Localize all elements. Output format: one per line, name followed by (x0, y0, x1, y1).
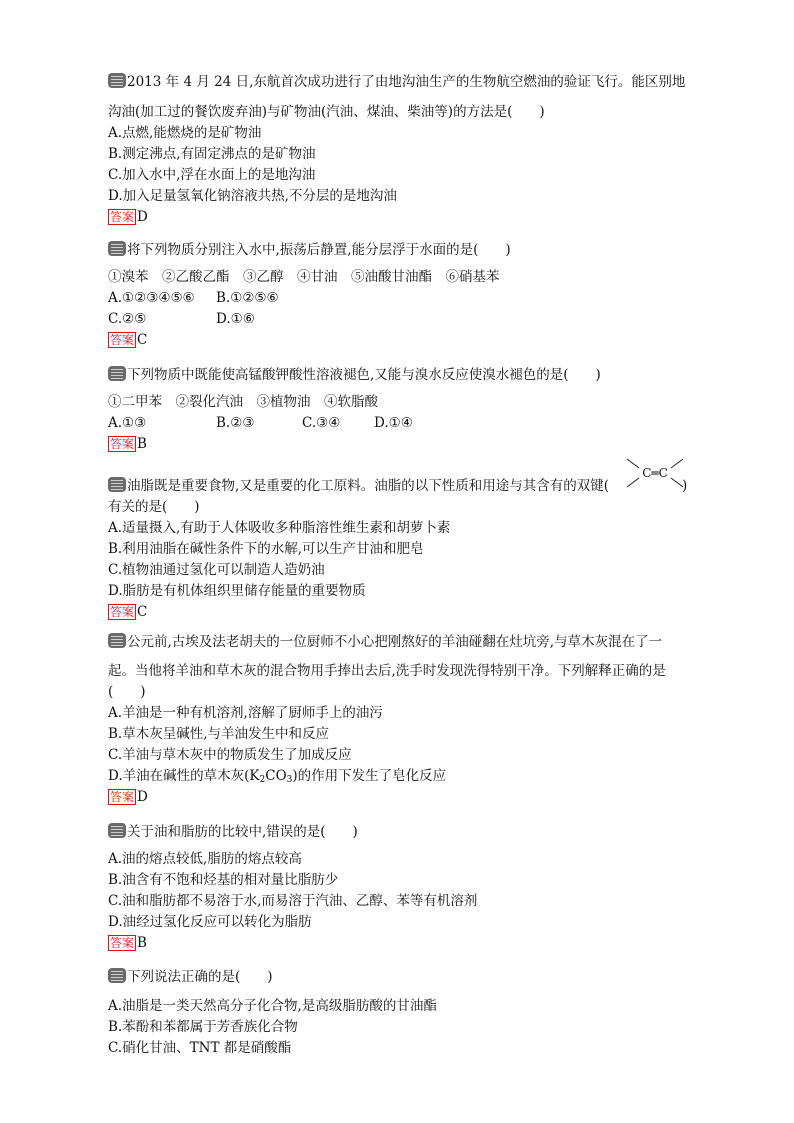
question-6-option-a: A.油的熔点较低,脂肪的熔点较高 (108, 851, 302, 867)
option-d-text: D.羊油在碱性的草木灰(K (108, 768, 260, 784)
question-5 (108, 632, 708, 808)
answer-tag: 答案 (110, 936, 135, 950)
question-marker-icon (108, 633, 126, 648)
question-1-stem-line2: 沟油(加工过的餐饮废弃油)与矿物油(汽油、煤油、柴油等)的方法是( ) (108, 104, 545, 120)
double-bond-structure (619, 456, 691, 492)
answer-tag: 答案 (110, 333, 135, 347)
question-4-stem-line1: 油脂既是重要食物,又是重要的化工原料。油脂的以下性质和用途与其含有的双键( (127, 478, 610, 494)
question-5-option-a: A.羊油是一种有机溶剂,溶解了厨师手上的油污 (108, 705, 383, 721)
question-2-answer (108, 330, 708, 351)
answer-tag: 答案 (110, 605, 135, 619)
question-3-option-c: C.③④ (302, 415, 341, 431)
answer-value: D (137, 789, 148, 805)
question-6-answer (108, 933, 708, 954)
question-2-option-c: C.②⑤ (108, 311, 147, 327)
answer-tag: 答案 (110, 437, 135, 451)
question-marker-icon (108, 241, 126, 256)
answer-value: C (137, 604, 148, 620)
answer-value: C (137, 332, 148, 348)
question-7-stem: 下列说法正确的是( ) (127, 969, 273, 985)
question-marker-icon (108, 968, 126, 983)
question-4-stem-line2: 有关的是( ) (108, 499, 200, 515)
question-marker-icon (108, 366, 126, 381)
question-6 (108, 822, 708, 954)
question-7 (108, 967, 708, 1059)
question-4-option-d: D.脂肪是有机体组织里储存能量的重要物质 (108, 583, 366, 599)
answer-tag: 答案 (110, 210, 135, 224)
answer-value: B (137, 436, 147, 452)
question-6-option-d: D.油经过氢化反应可以转化为脂肪 (108, 914, 312, 930)
question-marker-icon (108, 477, 126, 492)
question-3-stem: 下列物质中既能使高锰酸钾酸性溶液褪色,又能与溴水反应使溴水褪色的是( ) (127, 367, 601, 383)
question-2-items: ①溴苯 ②乙酸乙酯 ③乙醇 ④甘油 ⑤油酸甘油酯 ⑥硝基苯 (108, 269, 500, 285)
question-4-answer (108, 602, 708, 623)
question-2-option-d: D.①⑥ (216, 311, 255, 327)
question-7-option-b: B.苯酚和苯都属于芳香族化合物 (108, 1019, 298, 1035)
answer-value: B (137, 935, 147, 951)
option-d-text: )的作用下发生了皂化反应 (292, 768, 447, 784)
question-1-option-d: D.加入足量氢氧化钠溶液共热,不分层的是地沟油 (108, 188, 397, 204)
question-6-stem: 关于油和脂肪的比较中,错误的是( ) (127, 824, 358, 840)
question-1-option-c: C.加入水中,浮在水面上的是地沟油 (108, 167, 316, 183)
question-3-option-a: A.①③ (108, 415, 147, 431)
question-4-option-b: B.利用油脂在碱性条件下的水解,可以生产甘油和肥皂 (108, 541, 424, 557)
question-5-stem-line2: 起。当他将羊油和草木灰的混合物用手捧出去后,洗手时发现洗得特别干净。下列解释正确的是 (108, 663, 666, 679)
question-3-option-b: B.②③ (216, 415, 255, 431)
question-1-option-b: B.测定沸点,有固定沸点的是矿物油 (108, 146, 316, 162)
question-3-items: ①二甲苯 ②裂化汽油 ③植物油 ④软脂酸 (108, 394, 378, 410)
question-marker-icon (108, 823, 126, 838)
question-5-option-b: B.草木灰呈碱性,与羊油发生中和反应 (108, 726, 330, 742)
question-5-option-d (108, 766, 708, 787)
question-5-option-c: C.羊油与草木灰中的物质发生了加成反应 (108, 747, 352, 763)
question-4 (108, 476, 708, 623)
question-1-answer (108, 207, 708, 228)
question-3-option-d: D.①④ (374, 415, 413, 431)
question-2 (108, 240, 708, 351)
question-marker-icon (108, 73, 126, 88)
question-4-option-a: A.适量摄入,有助于人体吸收多种脂溶性维生素和胡萝卜素 (108, 520, 451, 536)
question-7-option-c: C.硝化甘油、TNT 都是硝酸酯 (108, 1040, 292, 1056)
question-1 (108, 72, 708, 228)
question-5-answer (108, 787, 708, 808)
question-2-stem: 将下列物质分别注入水中,振荡后静置,能分层浮于水面的是( ) (127, 242, 511, 258)
subscript: 3 (286, 775, 293, 785)
subscript: 2 (259, 775, 266, 785)
question-2-option-a: A.①②③④⑤⑥ (108, 290, 195, 306)
question-1-stem-line1: 2013 年 4 月 24 日,东航首次成功进行了由地沟油生产的生物航空燃油的验证飞行。能区别地 (127, 74, 686, 90)
double-bond-label: C═C (642, 466, 668, 480)
question-7-option-a: A.油脂是一类天然高分子化合物,是高级脂肪酸的甘油酯 (108, 998, 437, 1014)
answer-value: D (137, 209, 148, 225)
question-6-option-b: B.油含有不饱和烃基的相对量比脂肪少 (108, 872, 339, 888)
question-2-option-b: B.①②⑤⑥ (216, 290, 279, 306)
question-4-stem-close: ) (682, 478, 688, 494)
question-6-option-c: C.油和脂肪都不易溶于水,而易溶于汽油、乙醇、苯等有机溶剂 (108, 893, 478, 909)
question-4-option-c: C.植物油通过氢化可以制造人造奶油 (108, 562, 325, 578)
question-5-stem-line3: ( ) (108, 684, 146, 700)
answer-tag: 答案 (110, 790, 135, 804)
question-3 (108, 365, 708, 455)
question-1-option-a: A.点燃,能燃烧的是矿物油 (108, 125, 262, 141)
option-d-text: CO (265, 768, 287, 784)
question-3-answer (108, 434, 708, 455)
question-5-stem-line1: 公元前,古埃及法老胡夫的一位厨师不小心把刚熬好的羊油碰翻在灶坑旁,与草木灰混在了一 (127, 634, 663, 650)
